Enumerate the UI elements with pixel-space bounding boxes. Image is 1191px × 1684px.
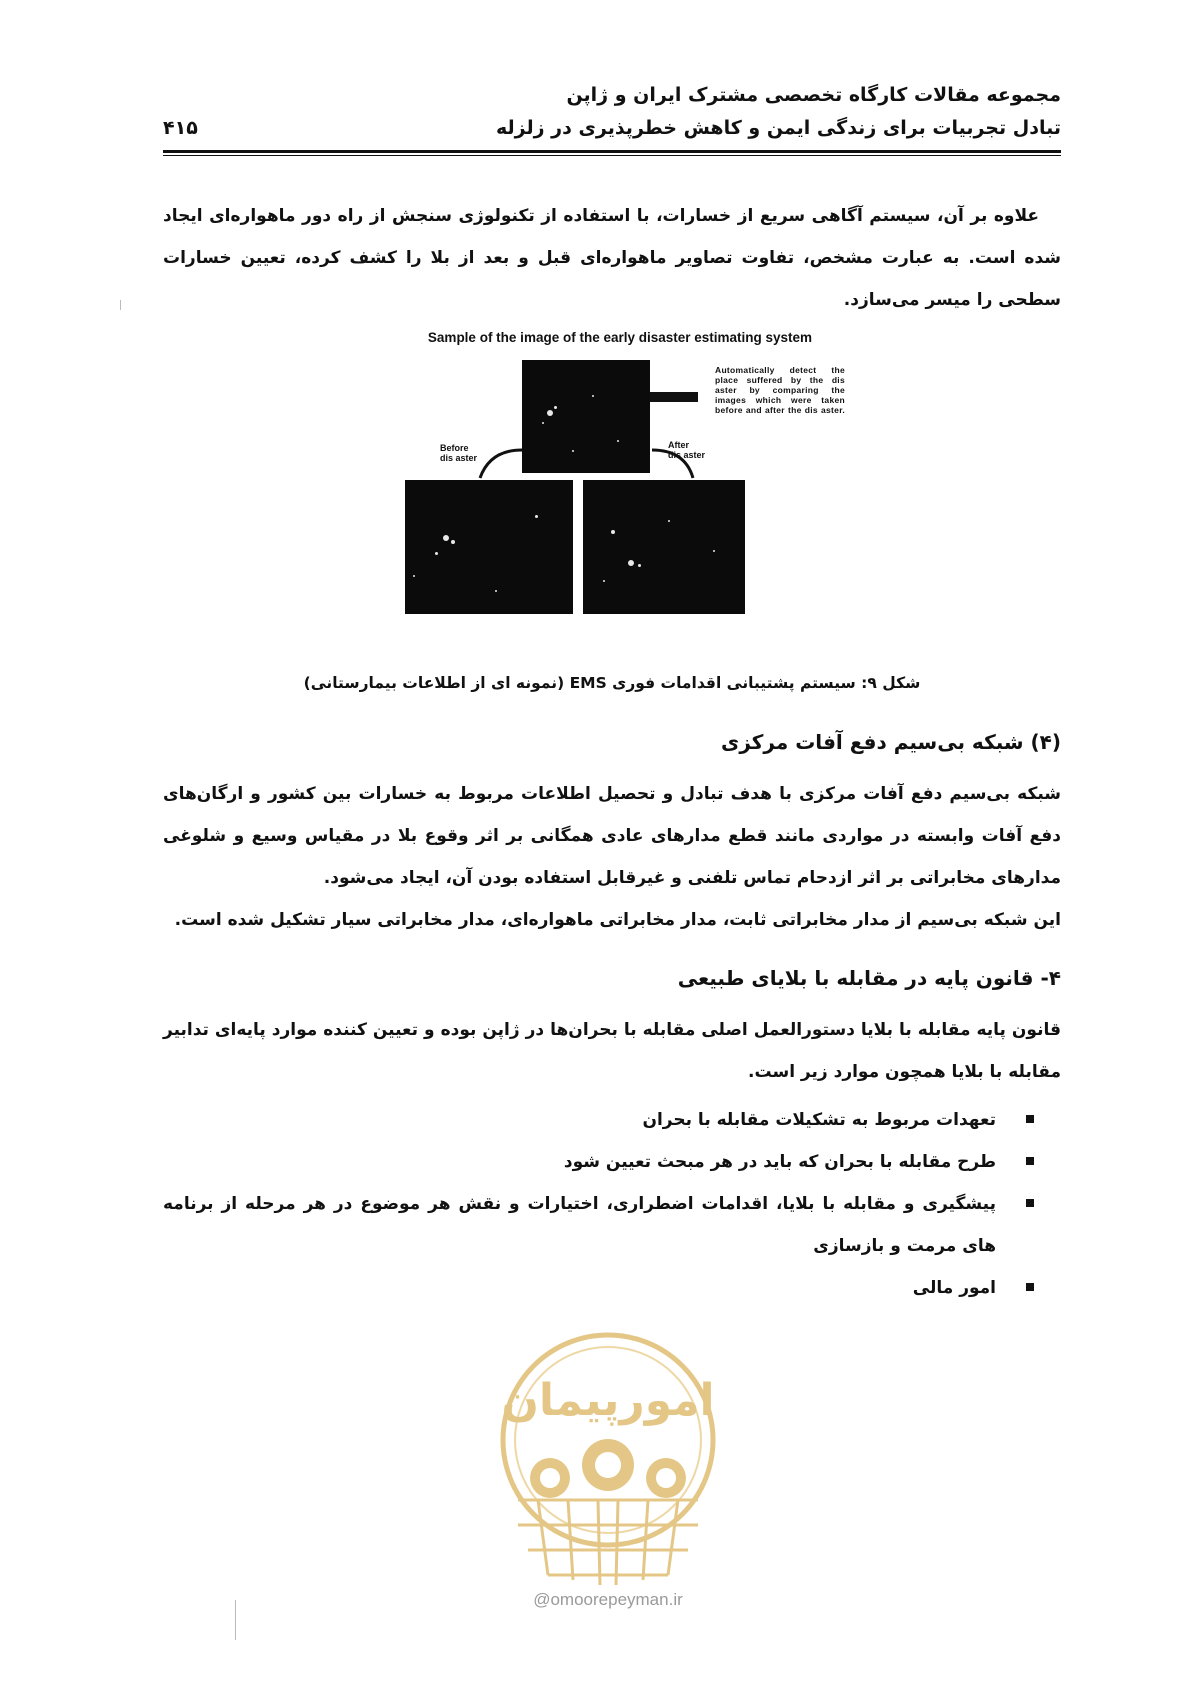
watermark-url: @omoorepeyman.ir (533, 1590, 683, 1609)
header-title-line1: مجموعه مقالات کارگاه تخصصی مشترک ایران و ژاپن (566, 84, 1061, 106)
label-before: Before dis aster (440, 443, 478, 463)
figure-note: Automatically detect the place suffered by the dis aster by comparing the images which were taken before and after the dis aster. (715, 365, 845, 415)
bullet-square-icon (1026, 1283, 1034, 1291)
section-heading-wireless-network: (۴) شبکه بی‌سیم دفع آفات مرکزی (721, 730, 1061, 754)
pointer-arrow (650, 392, 698, 402)
basic-law-list (163, 1099, 1036, 1309)
watermark-logo (488, 1320, 728, 1610)
header-rule-thin (163, 155, 1061, 156)
watermark-logo-text: امورپیمان (501, 1375, 715, 1426)
basic-law-paragraph: قانون پایه مقابله با بلایا دستورالعمل اصلی مقابله با بحران‌ها در ژاپن بوده و تعیین کننده موارد پایه‌ای تدابیر مقابله با بلایا همچون موارد زیر است. (163, 1020, 1061, 1082)
list-item: طرح مقابله با بحران که باید در هر مبحث تعیین شود (163, 1141, 1036, 1183)
bullet-square-icon (1026, 1115, 1034, 1123)
bullet-square-icon (1026, 1157, 1034, 1165)
figure (395, 330, 845, 665)
bullet-square-icon (1026, 1199, 1034, 1207)
label-after: After dis aster (668, 440, 706, 460)
after-satellite-image (583, 480, 745, 614)
figure-caption: شکل ۹: سیستم پشتیبانی اقدامات فوری EMS (نمونه ای از اطلاعات بیمارستانی) (303, 674, 921, 692)
figure-title: Sample of the image of the early disaster estimating system (427, 330, 813, 345)
margin-mark (120, 300, 121, 310)
chapter-heading-basic-law: ۴- قانون پایه در مقابله با بلایای طبیعی (677, 966, 1061, 990)
header-title-line2: تبادل تجربیات برای زندگی ایمن و کاهش خطرپذیری در زلزله (496, 117, 1061, 139)
margin-mark (235, 1600, 236, 1640)
before-satellite-image (405, 480, 573, 614)
list-item: تعهدات مربوط به تشکیلات مقابله با بحران (163, 1099, 1036, 1141)
list-item: پیشگیری و مقابله با بلایا، اقدامات اضطراری، اختیارات و نقش هر موضوع در هر مرحله از برنامه های مرمت و بازسازی (163, 1183, 1036, 1267)
intro-paragraph: علاوه بر آن، سیستم آگاهی سریع از خسارات، با استفاده از تکنولوژی سنجش از راه دور ماهواره‌ای ایجاد شده است. به عبارت مشخص، تفاوت تصاویر ماهواره‌ای قبل و بعد از بلا را کشف کرده، تعیین خسارات سطحی را میسر می‌سازد. (163, 206, 1061, 310)
list-item: امور مالی (163, 1267, 1036, 1309)
header-rule-thick (163, 150, 1061, 153)
wireless-network-composition: این شبکه بی‌سیم از مدار مخابراتی ثابت، مدار مخابراتی ماهواره‌ای، مدار مخابراتی سیار تشکیل شده است. (174, 910, 1061, 930)
page-number: ۴۱۵ (163, 117, 198, 139)
wireless-network-paragraph: شبکه بی‌سیم دفع آفات مرکزی با هدف تبادل و تحصیل اطلاعات مربوط به خسارات بین کشور و ارگان‌های دفع آفات وابسته در مواردی مانند قطع مدارهای عادی همگانی بر اثر وقوع بلا در مقیاس وسیع و شلوغی مدارهای مخابراتی بر اثر ازدحام تماس تلفنی و غیرقابل استفاده بودن آن، ایجاد می‌شود. (163, 784, 1061, 888)
